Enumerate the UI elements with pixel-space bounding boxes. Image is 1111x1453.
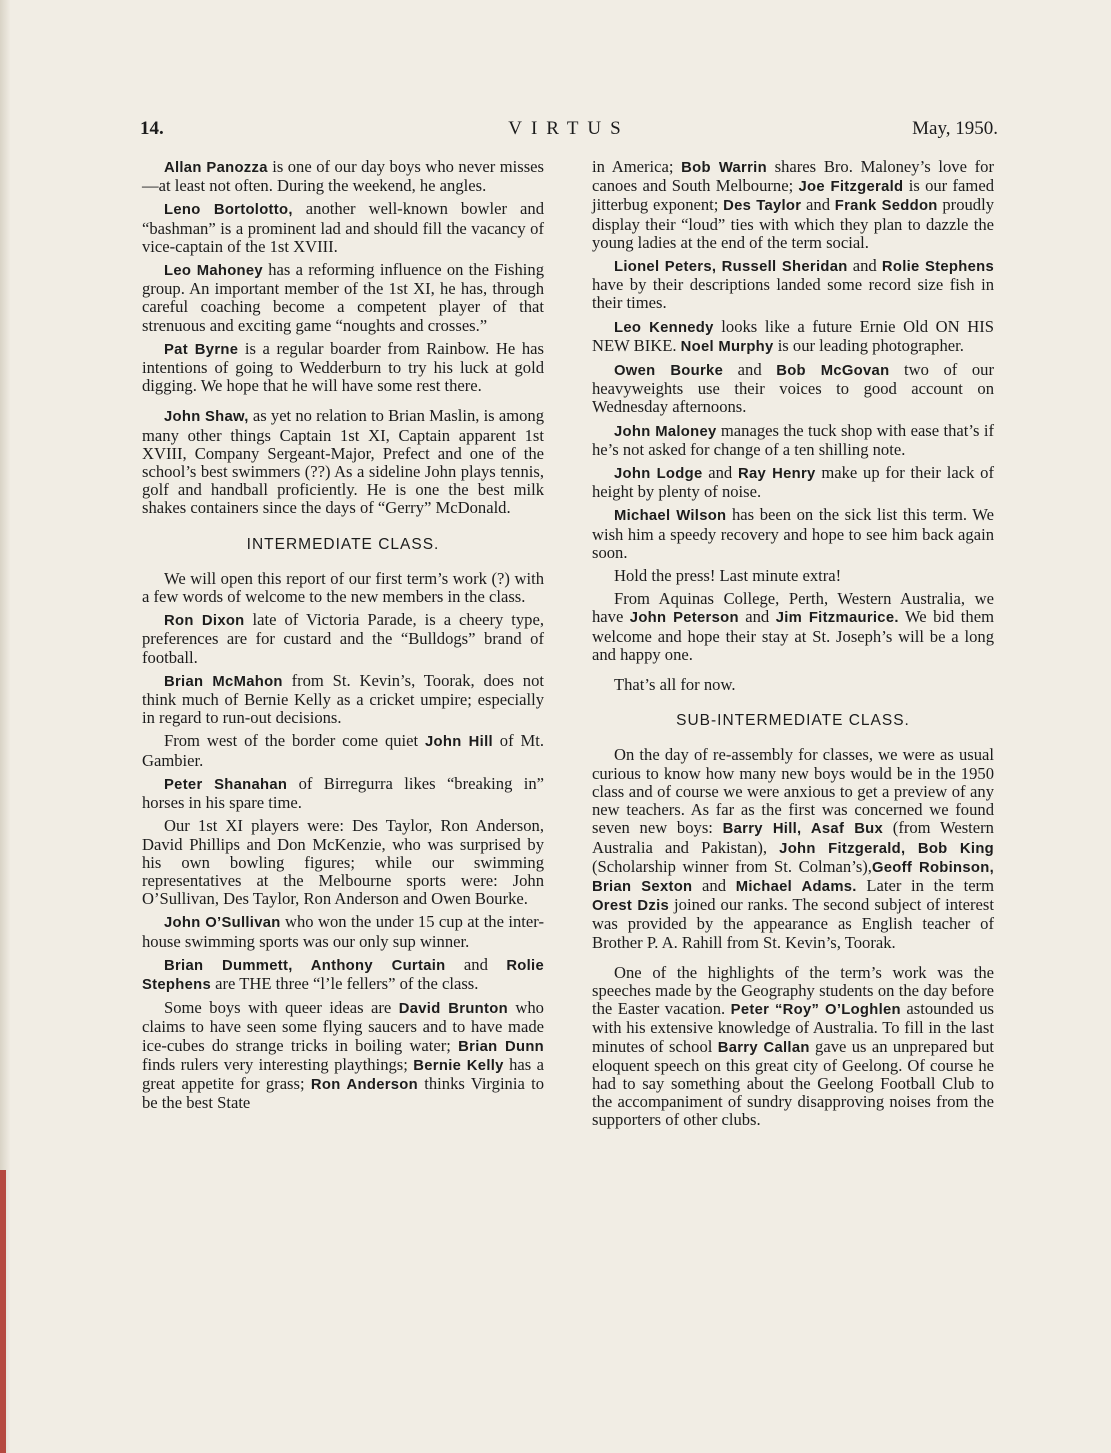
paragraph-text: from St. Kevin’s, Toorak, does not think much of Bernie Kelly as a cricket umpire; especially in regard to run-out decisions. bbox=[142, 670, 544, 728]
paragraph-text: make up for their lack of height by plenty of noise. bbox=[592, 463, 994, 502]
paragraph-text: and bbox=[738, 607, 776, 627]
paragraph-text: of Birregurra likes “breaking in” horses in his spare time. bbox=[142, 773, 544, 813]
student-name: Bernie Kelly bbox=[413, 1057, 504, 1074]
page-number: 14. bbox=[140, 118, 164, 139]
paragraph: That’s all for now. bbox=[614, 675, 736, 695]
paragraph bbox=[142, 672, 544, 728]
paragraph-text: late of Victoria Parade, is a cheery type, preferences are for custard and the “Bulldogs” brand of football. bbox=[142, 610, 544, 667]
student-name: John Lodge bbox=[614, 466, 703, 483]
paragraph-text: From west of the border come quiet bbox=[164, 731, 425, 751]
paragraph-text: (from Western Australia and Pakistan), bbox=[592, 818, 994, 857]
student-name: Leno Bortolotto, bbox=[164, 202, 293, 219]
paragraph: Our 1st XI players were: Des Taylor, Ron Anderson, David Phillips and Don McKenzie, who was surprised by his own bowling figures; while our swimming representatives at the Melbourne sports were: John O’Sullivan, Des Taylor, Ron Anderson and Owen Bourke. bbox=[142, 816, 544, 909]
paragraph bbox=[142, 732, 544, 769]
paragraph bbox=[142, 956, 544, 994]
student-name: Rolie Stephens bbox=[881, 259, 994, 276]
paragraph bbox=[142, 261, 544, 335]
student-name: Des Taylor bbox=[723, 198, 802, 215]
paragraph-text: shares Bro. Maloney’s love for canoes and South Melbourne; bbox=[592, 157, 994, 196]
paragraph-text: is one of our day boys who never misses—at least not often. During the weekend, he angles. bbox=[142, 157, 545, 196]
paragraph-text: has a reforming influence on the Fishing group. An important member of the 1st XI, he has, through careful coaching become a competent player of that strenuous and exciting game “noughts and crosses.” bbox=[142, 260, 544, 335]
paragraph-text: is a regular boarder from Rainbow. He has intentions of going to Wedderburn to try his luck at gold digging. We hope that he will have some rest there. bbox=[142, 338, 544, 396]
paragraph-text: Some boys with queer ideas are bbox=[164, 998, 399, 1018]
paragraph: Hold the press! Last minute extra! bbox=[614, 566, 842, 586]
paragraph-text: is our leading photographer. bbox=[773, 335, 964, 355]
student-name: Barry Callan bbox=[717, 1039, 810, 1056]
paragraph-text: and bbox=[801, 195, 835, 215]
student-name: Rolie Stephens bbox=[142, 957, 544, 993]
student-name: Noel Murphy bbox=[680, 338, 774, 355]
paragraph bbox=[592, 158, 994, 252]
paragraph-text: and bbox=[702, 463, 739, 483]
student-name: Ray Henry bbox=[738, 466, 816, 483]
paragraph-text: are THE three “l’le fellers” of the class. bbox=[211, 973, 479, 993]
paragraph bbox=[592, 422, 994, 459]
student-name: Frank Seddon bbox=[834, 198, 938, 215]
paragraph bbox=[592, 464, 994, 501]
student-name: Lionel Peters, Russell Sheridan bbox=[614, 259, 848, 276]
paragraph: We will open this report of our first term’s work (?) with a few words of welcome to the new members in the class. bbox=[142, 568, 544, 607]
student-name: Barry Hill, Asaf Bux bbox=[722, 821, 884, 838]
paragraph-text: and bbox=[847, 256, 882, 276]
paragraph-text: and bbox=[723, 360, 777, 380]
cover-edge bbox=[0, 1170, 6, 1453]
paragraph-text: and bbox=[692, 875, 736, 895]
paragraph bbox=[592, 506, 994, 562]
paragraph-text: finds rulers very interesting playthings; bbox=[142, 1054, 414, 1074]
student-name: Owen Bourke bbox=[614, 363, 724, 380]
paragraph-text: astounded us with his extensive knowledge of Australia. To fill in the last minutes of school bbox=[592, 999, 994, 1056]
paragraph-text: We bid them welcome and hope their stay at St. Joseph’s will be a long and happy one. bbox=[592, 607, 994, 664]
paragraph bbox=[142, 611, 544, 667]
paragraph-text: manages the tuck shop with ease that’s if he’s not asked for change of a ten shilling note. bbox=[592, 420, 994, 459]
publication-title: VIRTUS bbox=[508, 118, 630, 139]
paragraph bbox=[592, 590, 994, 664]
student-name: John Shaw, bbox=[164, 409, 249, 426]
student-name: John Maloney bbox=[614, 423, 717, 440]
paragraph-text: joined our ranks. The second subject of interest was provided by the appearance as English teacher of Brother P. A. Rahill from St. Kevin’s, Toorak. bbox=[592, 895, 994, 952]
paragraph bbox=[592, 746, 994, 951]
student-name: Peter Shanahan bbox=[164, 776, 288, 793]
paragraph-text: has been on the sick list this term. We wish him a speedy recovery and hope to see him back again soon. bbox=[592, 505, 995, 562]
right-column bbox=[592, 158, 994, 1135]
student-name: Orest Dzis bbox=[592, 898, 670, 915]
student-name: John O’Sullivan bbox=[164, 915, 281, 932]
student-name: John Peterson bbox=[629, 610, 739, 627]
section-heading-sub-intermediate: SUB-INTERMEDIATE CLASS. bbox=[676, 712, 910, 730]
student-name: Brian Dummett, Anthony Curtain bbox=[164, 957, 446, 974]
student-name: Brian McMahon bbox=[164, 673, 283, 690]
student-name: Geoff Robinson, Brian Sexton bbox=[592, 859, 994, 895]
paragraph-text: in America; bbox=[592, 157, 682, 176]
paragraph-text: From Aquinas College, Perth, Western Australia, we have bbox=[592, 589, 994, 627]
issue-date: May, 1950. bbox=[912, 118, 998, 139]
student-name: Leo Mahoney bbox=[164, 263, 263, 280]
paragraph bbox=[142, 340, 544, 396]
paragraph-text: is our famed jitterbug exponent; bbox=[592, 176, 994, 215]
section-heading-intermediate: INTERMEDIATE CLASS. bbox=[246, 535, 440, 553]
student-name: John Fitzgerald, Bob King bbox=[779, 840, 995, 857]
paragraph-text: and bbox=[445, 954, 507, 974]
student-name: Ron Dixon bbox=[164, 613, 245, 630]
student-name: Pat Byrne bbox=[164, 341, 239, 358]
student-name: Peter “Roy” O’Loghlen bbox=[730, 1002, 901, 1019]
paragraph bbox=[142, 200, 544, 256]
paragraph-text: another well-known bowler and “bashman” is a prominent lad and should fill the vacancy of vice-captain of the 1st XVIII. bbox=[142, 199, 545, 256]
paragraph-text: who claims to have seen some flying saucers and to have made ice-cubes do strange tricks in boiling water; bbox=[142, 998, 544, 1055]
student-name: Leo Kennedy bbox=[614, 319, 714, 336]
paragraph-text: thinks Virginia to be the best State bbox=[142, 1073, 545, 1113]
student-name: Michael Wilson bbox=[614, 508, 727, 525]
paragraph-text: who won the under 15 cup at the inter-house swimming sports was our only sup winner. bbox=[142, 912, 544, 951]
paragraph-text: proudly display their “loud” ties with which they plan to dazzle the young ladies at the end of the term social. bbox=[592, 195, 994, 252]
paragraph-text: One of the highlights of the term’s work was the speeches made by the Geography students on the day before the Easter vacation. bbox=[592, 962, 994, 1019]
paragraph bbox=[142, 913, 544, 950]
paragraph-text: two of our heavyweights use their voices to good account on Wednesday afternoons. bbox=[592, 360, 994, 417]
paragraph-text: looks like a future Ernie Old ON HIS NEW BIKE. bbox=[592, 316, 994, 355]
student-name: Michael Adams. bbox=[735, 878, 857, 895]
student-name: Jim Fitzmaurice. bbox=[775, 610, 899, 627]
paragraph-text: of Mt. Gambier. bbox=[142, 731, 544, 770]
paragraph bbox=[142, 775, 544, 812]
paragraph-text: has a great appetite for grass; bbox=[142, 1054, 544, 1093]
page-header bbox=[140, 118, 998, 146]
paragraph bbox=[592, 318, 994, 356]
student-name: David Brunton bbox=[398, 1001, 508, 1018]
paragraph-text: Later in the term bbox=[856, 875, 994, 895]
student-name: Bob McGovan bbox=[776, 363, 890, 380]
student-name: John Hill bbox=[425, 734, 493, 751]
paragraph-text: (Scholarship winner from St. Colman’s), bbox=[592, 856, 872, 876]
student-name: Ron Anderson bbox=[310, 1076, 418, 1093]
paragraph bbox=[142, 158, 544, 195]
paragraph-text: have by their descriptions landed some record size fish in their times. bbox=[592, 275, 994, 313]
paragraph-text: On the day of re-assembly for classes, we were as usual curious to know how many new boys would be in the 1950 class and of course we were anxious to get a preview of any new teachers. As far as the first was concerned we found seven new boys: bbox=[592, 745, 994, 838]
paragraph bbox=[592, 361, 994, 417]
paragraph-text: gave us an unprepared but eloquent speech on this great city of Geelong. Of course he had to say something about the Geelong Football Club to the accompaniment of sundry disapproving noises from the supporters of other clubs. bbox=[592, 1036, 995, 1130]
student-name: Bob Warrin bbox=[681, 160, 767, 176]
paragraph-text: as yet no relation to Brian Maslin, is among many other things Captain 1st XI, Captain apparent 1st XVIII, Company Sergeant-Major, Prefect and one of the school’s best swimmers (??) As a sideline John plays tennis, golf and handball proficiently. He is one the best milk shakes containers since the days of “Gerry” McDonald. bbox=[142, 406, 544, 518]
student-name: Allan Panozza bbox=[164, 160, 268, 176]
paragraph bbox=[142, 407, 544, 517]
paragraph bbox=[592, 257, 994, 313]
left-column bbox=[142, 158, 544, 1117]
paragraph bbox=[592, 964, 994, 1130]
paragraph bbox=[142, 999, 544, 1112]
student-name: Brian Dunn bbox=[458, 1038, 544, 1055]
student-name: Joe Fitzgerald bbox=[798, 179, 904, 196]
